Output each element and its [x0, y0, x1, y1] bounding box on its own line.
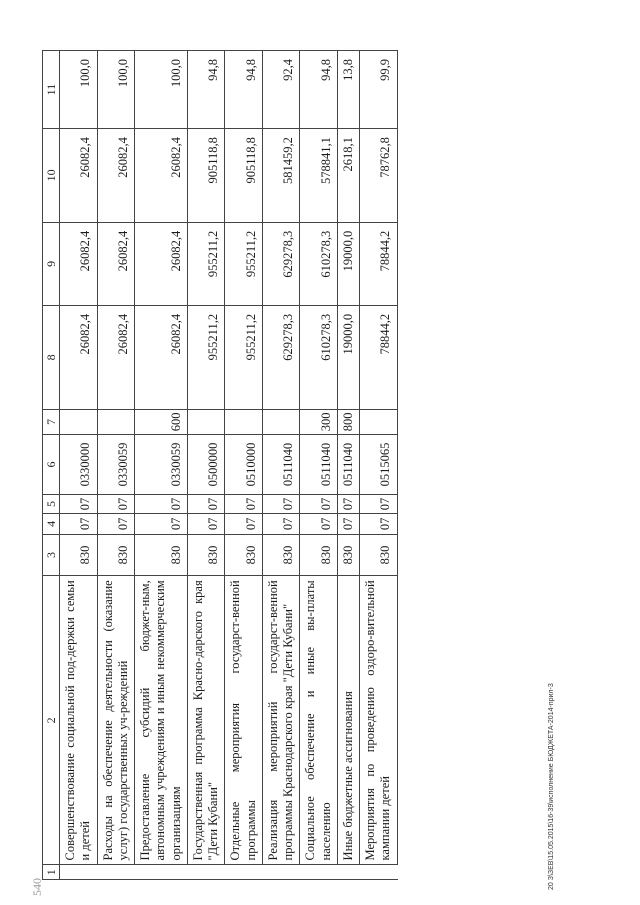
row-approved-amount: 78844,2 — [360, 305, 398, 409]
row-specified-amount: 629278,3 — [262, 222, 300, 305]
row-code-section: 07 — [187, 513, 225, 534]
row-code-section: 07 — [225, 513, 263, 534]
row-code-admin: 830 — [262, 534, 300, 576]
row-executed-amount: 905118,8 — [225, 129, 263, 223]
row-name: Государственная программа Красно-дарского края "Дети Кубани" — [187, 576, 225, 865]
table-row — [60, 51, 98, 880]
row-code-expense-type — [262, 409, 300, 434]
row-code-expense-type: 800 — [337, 409, 359, 434]
row-name: Совершенствование социальной под-держки семьи и детей — [60, 576, 98, 865]
row-executed-amount: 78762,8 — [360, 129, 398, 223]
row-code-admin: 830 — [225, 534, 263, 576]
row-code-section: 07 — [262, 513, 300, 534]
row-executed-amount: 2618,1 — [337, 129, 359, 223]
row-code-expense-type — [60, 409, 98, 434]
row-specified-amount: 955211,2 — [187, 222, 225, 305]
rotated-page — [42, 50, 602, 880]
row-execution-percent: 13,8 — [337, 51, 359, 129]
row-code-subsection: 07 — [360, 495, 398, 514]
row-code-expense-type — [97, 409, 135, 434]
table-row — [300, 51, 338, 880]
table-row — [135, 51, 188, 880]
row-code-section: 07 — [300, 513, 338, 534]
row-code-section: 07 — [135, 513, 188, 534]
row-empty-cell — [60, 865, 98, 880]
row-code-target: 0511040 — [262, 434, 300, 494]
row-code-target: 0515065 — [360, 434, 398, 494]
row-execution-percent: 94,8 — [225, 51, 263, 129]
row-empty-cell — [135, 865, 188, 880]
row-code-admin: 830 — [300, 534, 338, 576]
row-code-expense-type — [225, 409, 263, 434]
row-specified-amount: 26082,4 — [97, 222, 135, 305]
row-code-expense-type: 600 — [135, 409, 188, 434]
row-approved-amount: 19000,0 — [337, 305, 359, 409]
table-row — [360, 51, 398, 880]
row-executed-amount: 26082,4 — [135, 129, 188, 223]
row-code-subsection: 07 — [225, 495, 263, 514]
row-code-section: 07 — [60, 513, 98, 534]
row-empty-cell — [300, 865, 338, 880]
header-cell: 6 — [43, 434, 60, 494]
row-executed-amount: 905118,8 — [187, 129, 225, 223]
table-row — [262, 51, 300, 880]
row-specified-amount: 78844,2 — [360, 222, 398, 305]
footer-file-path: 20 З\ЗЕВ\15.05.2015\16-39\исполнение БЮДЖЕТА-2014-прил-3 — [548, 683, 555, 890]
row-code-target: 0330059 — [135, 434, 188, 494]
header-cell: 8 — [43, 305, 60, 409]
row-code-target: 0511040 — [300, 434, 338, 494]
row-specified-amount: 26082,4 — [60, 222, 98, 305]
row-code-target: 0330059 — [97, 434, 135, 494]
header-cell: 7 — [43, 409, 60, 434]
row-execution-percent: 92,4 — [262, 51, 300, 129]
row-specified-amount: 955211,2 — [225, 222, 263, 305]
header-cell: 10 — [43, 129, 60, 223]
table-row — [225, 51, 263, 880]
row-empty-cell — [337, 865, 359, 880]
header-cell: 4 — [43, 513, 60, 534]
header-row — [43, 51, 60, 880]
row-name: Расходы на обеспечение деятельности (оказание услуг) государственных уч-реждений — [97, 576, 135, 865]
row-approved-amount: 955211,2 — [187, 305, 225, 409]
row-code-admin: 830 — [360, 534, 398, 576]
row-execution-percent: 100,0 — [60, 51, 98, 129]
row-code-subsection: 07 — [187, 495, 225, 514]
row-code-expense-type: 300 — [300, 409, 338, 434]
table-row — [97, 51, 135, 880]
row-approved-amount: 629278,3 — [262, 305, 300, 409]
row-code-subsection: 07 — [300, 495, 338, 514]
row-name: Мероприятия по проведению оздоро-вительной кампании детей — [360, 576, 398, 865]
row-approved-amount: 26082,4 — [135, 305, 188, 409]
row-approved-amount: 610278,3 — [300, 305, 338, 409]
table-row — [187, 51, 225, 880]
row-execution-percent: 100,0 — [135, 51, 188, 129]
row-executed-amount: 578841,1 — [300, 129, 338, 223]
row-code-expense-type — [360, 409, 398, 434]
row-execution-percent: 99,9 — [360, 51, 398, 129]
header-cell: 9 — [43, 222, 60, 305]
row-code-target: 0330000 — [60, 434, 98, 494]
row-code-admin: 830 — [97, 534, 135, 576]
row-executed-amount: 26082,4 — [60, 129, 98, 223]
table-row — [337, 51, 359, 880]
row-code-admin: 830 — [187, 534, 225, 576]
header-cell: 5 — [43, 495, 60, 514]
row-empty-cell — [97, 865, 135, 880]
row-specified-amount: 610278,3 — [300, 222, 338, 305]
page-number: 540 — [30, 878, 44, 896]
row-name: Отдельные мероприятия государст-венной программы — [225, 576, 263, 865]
row-code-subsection: 07 — [135, 495, 188, 514]
row-code-subsection: 07 — [60, 495, 98, 514]
row-empty-cell — [225, 865, 263, 880]
row-executed-amount: 581459,2 — [262, 129, 300, 223]
row-approved-amount: 26082,4 — [97, 305, 135, 409]
row-code-target: 0511040 — [337, 434, 359, 494]
header-cell: 2 — [43, 576, 60, 865]
row-specified-amount: 19000,0 — [337, 222, 359, 305]
row-approved-amount: 26082,4 — [60, 305, 98, 409]
row-code-admin: 830 — [135, 534, 188, 576]
row-approved-amount: 955211,2 — [225, 305, 263, 409]
row-code-target: 0500000 — [187, 434, 225, 494]
header-cell: 11 — [43, 51, 60, 129]
row-execution-percent: 94,8 — [300, 51, 338, 129]
header-cell: 1 — [43, 865, 60, 880]
row-code-subsection: 07 — [262, 495, 300, 514]
row-code-expense-type — [187, 409, 225, 434]
row-empty-cell — [262, 865, 300, 880]
row-code-admin: 830 — [337, 534, 359, 576]
row-specified-amount: 26082,4 — [135, 222, 188, 305]
row-code-subsection: 07 — [337, 495, 359, 514]
row-code-section: 07 — [97, 513, 135, 534]
row-execution-percent: 100,0 — [97, 51, 135, 129]
row-code-target: 0510000 — [225, 434, 263, 494]
row-executed-amount: 26082,4 — [97, 129, 135, 223]
budget-table — [42, 50, 398, 880]
row-code-section: 07 — [360, 513, 398, 534]
header-cell: 3 — [43, 534, 60, 576]
row-empty-cell — [360, 865, 398, 880]
row-code-admin: 830 — [60, 534, 98, 576]
row-name: Реализация мероприятий государст-венной программы Краснодарского края "Дети Кубани" — [262, 576, 300, 865]
row-empty-cell — [187, 865, 225, 880]
row-execution-percent: 94,8 — [187, 51, 225, 129]
row-code-section: 07 — [337, 513, 359, 534]
row-name: Социальное обеспечение и иные вы-платы населению — [300, 576, 338, 865]
row-name: Иные бюджетные ассигнования — [337, 576, 359, 865]
row-name: Предоставление субсидий бюджет-ным, автономным учреждениям и иным некоммерческим организациям — [135, 576, 188, 865]
row-code-subsection: 07 — [97, 495, 135, 514]
